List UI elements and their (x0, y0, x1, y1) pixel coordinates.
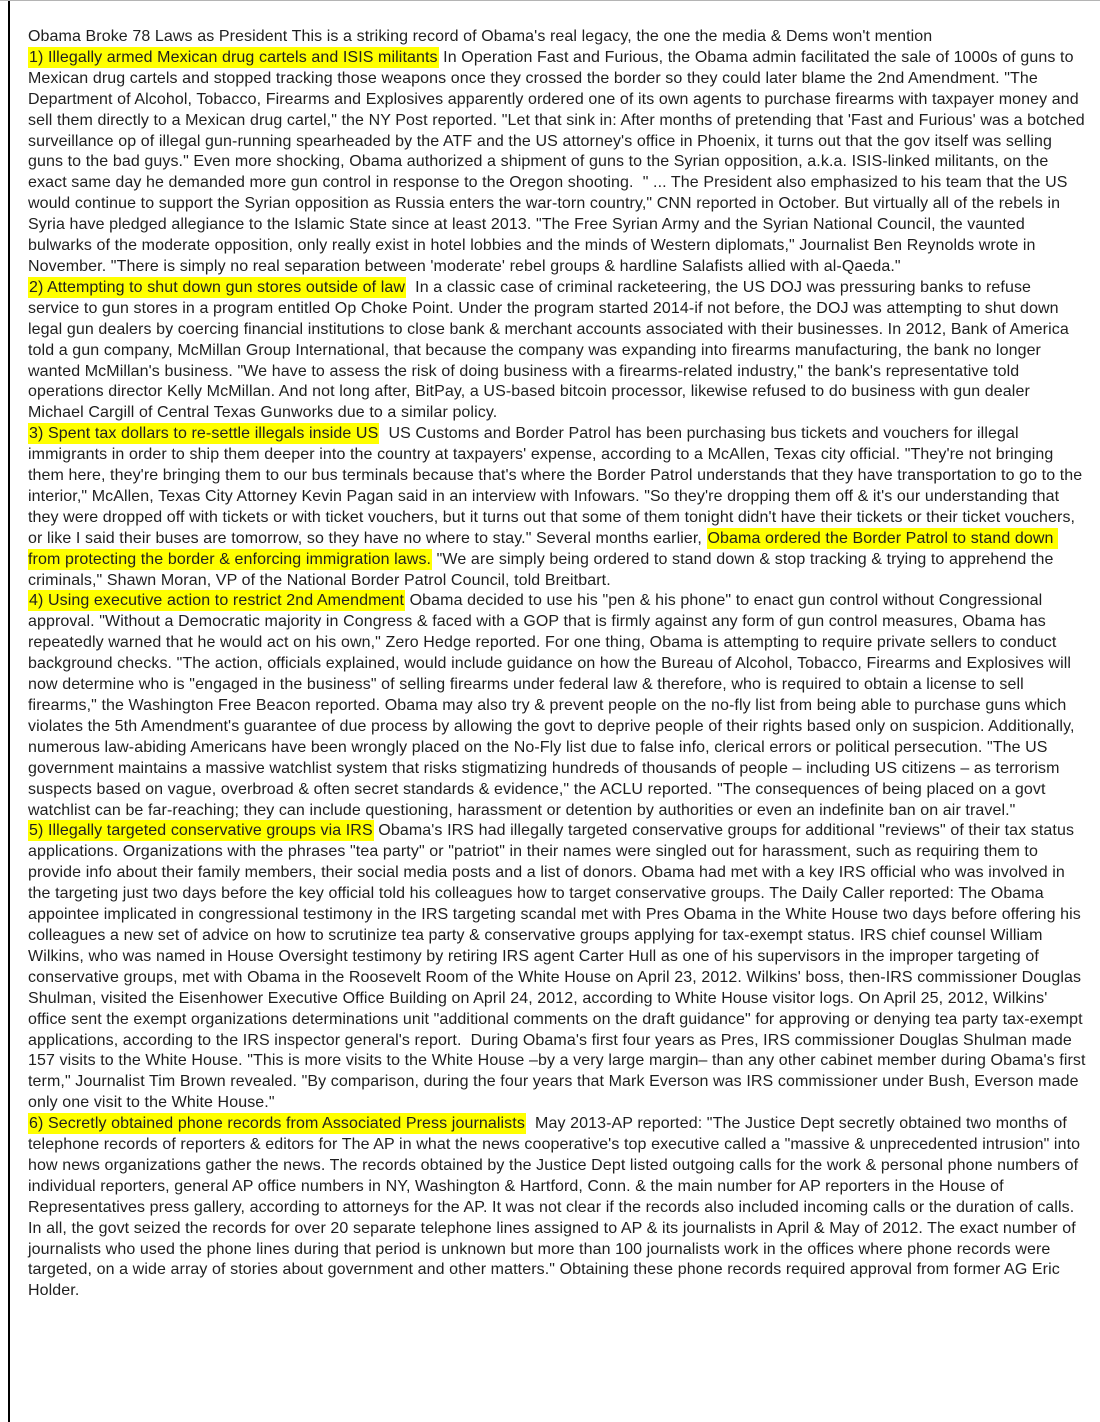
body-text: Obama decided to use his "pen & his phone" to enact gun control without Congressional approval. "Without a Democratic majority in Congress & faced with a GOP that is firmly against any form of gun control measures, Obama has repeatedly warned that he would act on his own," Zero Hedge reported. For one thing, Obama is attempting to require private sellers to conduct background checks. "The action, officials explained, would include guidance on how the Bureau of Alcohol, Tobacco, Firearms and Explosives will now determine who is "engaged in the business" of selling firearms under federal law & therefore, who is required to obtain a license to sell firearms," the Washington Free Beacon reported. Obama may also try & prevent people on the no-fly list from being able to purchase guns which violates the 5th Amendment's guarantee of due process by allowing the govt to deprive people of their rights based only on suspicion. Additionally, numerous law-abiding Americans have been wrongly placed on the No-Fly list due to false info, clerical errors or political persecution. "The US government maintains a massive watchlist system that risks stigmatizing hundreds of thousands of people – including US citizens – as terrorism suspects based on vague, overbroad & often secret standards & evidence," the ACLU reported. "The consequences of being placed on a govt watchlist can be far-reaching; they can include questioning, harassment or detention by authorities or even an indefinite ban on air travel." (28, 592, 1080, 819)
body-text: Obama Broke 78 Laws as President This is a striking record of Obama's real legacy, the one the media & Dems won't mention (28, 28, 933, 45)
highlighted-text: 6) Secretly obtained phone records from Associated Press journalists (29, 1115, 525, 1133)
body-text: In Operation Fast and Furious, the Obama admin facilitated the sale of 1000s of guns to Mexican drug cartels and stopped tracking those weapons once they crossed the border so they could later blame the 2nd Amendment. "The Department of Alcohol, Tobacco, Firearms and Explosives apparently ordered one of its own agents to purchase firearms with taxpayer money and sell them directly to a Mexican drug cartel," the NY Post reported. "Let that sink in: After months of pretending that 'Fast and Furious' was a botched surveillance op of illegal gun-running spearheaded by the ATF and the US attorney's office in Phoenix, it turns out that the gov itself was selling guns to the bad guys." Even more shocking, Obama authorized a shipment of guns to the Syrian opposition, a.k.a. ISIS-linked militants, on the exact same day he demanded more gun control in response to the Oregon shooting. " ... The President also emphasized to his team that the US would continue to support the Syrian opposition as Russia enters the war-torn country," CNN reported in October. But virtually all of the rebels in Syria have pledged allegiance to the Islamic State since at least 2013. "The Free Syrian Army and the Syrian National Council, the vaunted bulwarks of the moderate opposition, only really exist in hotel lobbies and the minds of Western diplomats," Journalist Ben Reynolds wrote in November. "There is simply no real separation between 'moderate' rebel groups & hardline Salafists allied with al-Qaeda." (28, 48, 1090, 275)
paragraph (28, 278, 1086, 424)
highlighted-text: 3) Spent tax dollars to re-settle illegals inside US (29, 425, 379, 443)
body-text: Obama's IRS had illegally targeted conservative groups for additional "reviews" of their tax status applications. Organizations with the phrases "tea party" or "patriot" in their names were singled out for harassment, such as requiring them to provide info about their family members, their social media posts and a list of donors. Obama had met with a key IRS official who was involved in the targeting just two days before the key official told his colleagues how to target conservative groups. The Daily Caller reported: The Obama appointee implicated in congressional testimony in the IRS targeting scandal met with Pres Obama in the White House two days before offering his colleagues a new set of advice on how to scrutinize tea party & conservative groups applying for tax-exempt status. IRS chief counsel William Wilkins, who was named in House Oversight testimony by retiring IRS agent Carter Hull as one of his supervisors in the improper targeting of conservative groups, met with Obama in the Roosevelt Room of the White House on April 23, 2012. Wilkins' boss, then-IRS commissioner Douglas Shulman, visited the Eisenhower Executive Office Building on April 24, 2012, according to White House visitor logs. On April 25, 2012, Wilkins' office sent the exempt organizations determinations unit "additional comments on the draft guidance" for approving or denying tea party tax-exempt applications, according to the IRS inspector general's report. During Obama's first four years as Pres, IRS commissioner Douglas Shulman made 157 visits to the White House. "This is more visits to the White House –by a very large margin– than any other cabinet member during Obama's first term," Journalist Tim Brown revealed. "By comparison, during the four years that Mark Everson was IRS commissioner under Bush, Everson made only one visit to the White House." (28, 822, 1091, 1112)
paragraph (28, 424, 1086, 591)
body-text: US Customs and Border Patrol has been purchasing bus tickets and vouchers for illegal immigrants in order to ship them deeper into the country at taxpayers' expense, according to a McAllen, Texas city official. "They're not bringing them here, they're bringing them to our bus terminals because that's where the Border Patrol understands that they have transportation to go to the interior," McAllen, Texas City Attorney Kevin Pagan said in an interview with Infowars. "So they're dropping them off & it's our understanding that they were dropped off with tickets or with ticket vouchers, but it turns out that some of them tonight didn't have their tickets or their ticket vouchers, or like I said their buses are tomorrow, so they have no where to stay." Several months earlier, (28, 425, 1087, 547)
body-text: "We are simply being ordered to stand down & stop tracking & trying to apprehend the criminals," Shawn Moran, VP of the National Border Patrol Council, told Breitbart. (28, 550, 1058, 589)
highlighted-text: 5) Illegally targeted conservative groups via IRS (29, 822, 373, 840)
body-text: May 2013-AP reported: "The Justice Dept secretly obtained two months of telephone records of reporters & editors for The AP in what the news cooperative's top executive called a "massive & unprecedented intrusion" into how news organizations gather the news. The records obtained by the Justice Dept listed outgoing calls for the work & personal phone numbers of individual reporters, general AP office numbers in NY, Washington & Hartford, Conn. & the main number for AP reporters in the House of Representatives press gallery, according to attorneys for the AP. It was not clear if the records also included incoming calls or the duration of calls. In all, the govt seized the records for over 20 separate telephone lines assigned to AP & its journalists in April & May of 2012. The exact number of journalists who used the phone lines during that period is unknown but more than 100 journalists work in the offices where phone records were targeted, on a wide array of stories about government and other matters." Obtaining these phone records required approval from former AG Eric Holder. (28, 1115, 1085, 1300)
paragraph (28, 48, 1090, 278)
highlighted-text: 2) Attempting to shut down gun stores outside of law (29, 278, 406, 296)
paragraph (28, 821, 1091, 1114)
document-title-line (28, 27, 1086, 48)
highlighted-text: Obama ordered the Border Patrol to stand down from protecting the border & enforcing immigration laws. (28, 529, 1059, 568)
highlighted-text: 4) Using executive action to restrict 2nd Amendment (29, 592, 405, 610)
body-text: In a classic case of criminal racketeering, the US DOJ was pressuring banks to refuse service to gun stores in a program entitled Op Choke Point. Under the program started 2014-if not before, the DOJ was attempting to shut down legal gun dealers by coercing financial institutions to close bank & merchant accounts associated with their businesses. In 2012, Bank of America told a gun company, McMillan Group International, that because the company was expanding into firearms manufacturing, the bank no longer wanted McMillan's business. "We have to assess the risk of doing business with a firearms-related industry," the bank's representative told operations director Kelly McMillan. And not long after, BitPay, a US-based bitcoin processor, likewise refused to do business with gun dealer Michael Cargill of Central Texas Gunworks due to a similar policy. (28, 278, 1074, 422)
highlighted-text: 1) Illegally armed Mexican drug cartels and ISIS militants (29, 48, 438, 66)
paragraph (28, 591, 1086, 821)
document-body (28, 27, 1091, 1302)
paragraph (28, 1114, 1086, 1302)
document-page (0, 1, 1100, 1302)
page-left-edge-rule (8, 1, 10, 1422)
